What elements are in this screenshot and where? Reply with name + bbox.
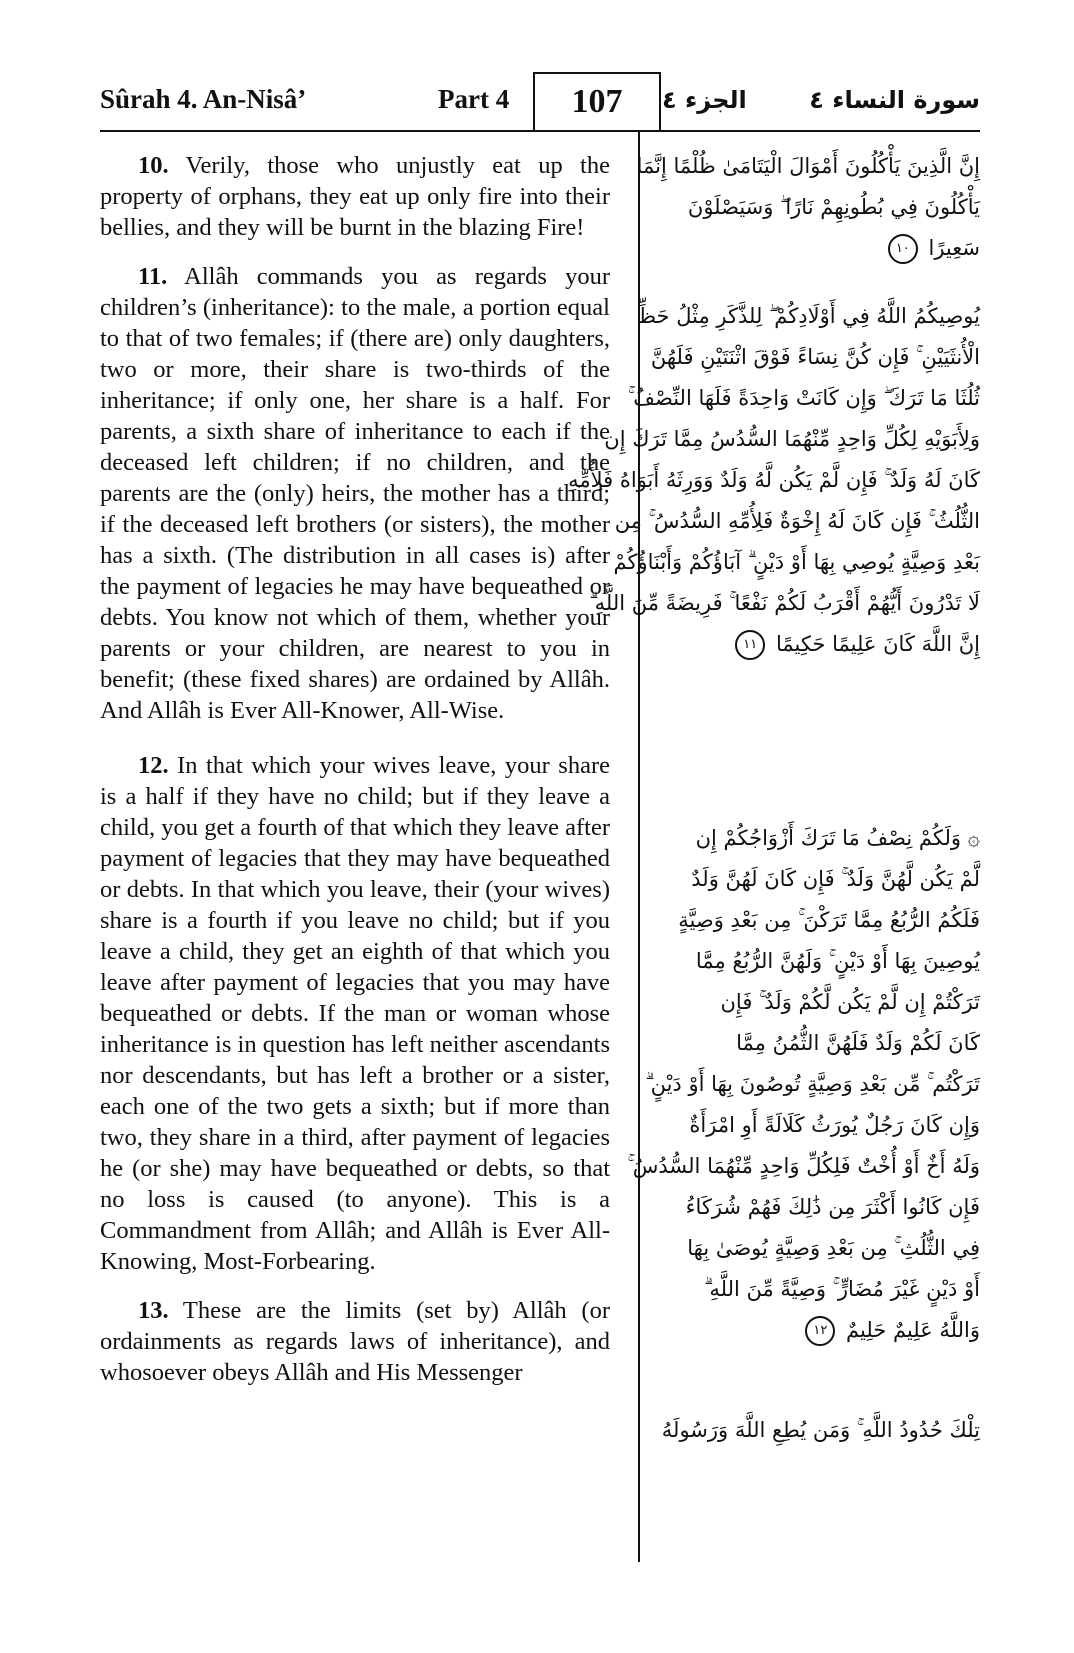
verse-12 [100,750,610,1277]
arabic-line-text: إِنَّ اللَّهَ كَانَ عَلِيمًا حَكِيمًا [775,632,980,656]
arabic-line [640,228,980,269]
arabic-verse-10 [636,146,980,269]
arabic-line: فَإِن كَانُوا أَكْثَرَ مِن ذَٰلِكَ فَهُمْ شُرَكَاءُ [685,1195,980,1219]
arabic-line: بَعْدِ وَصِيَّةٍ يُوصِي بِهَا أَوْ دَيْنٍ ۗ آبَاؤُكُمْ وَأَبْنَاؤُكُمْ [613,550,980,574]
arabic-line: فَلَكُمُ الرُّبُعُ مِمَّا تَرَكْنَ ۚ مِن بَعْدِ وَصِيَّةٍ [678,908,980,932]
verse-number: 12. [138,752,169,779]
arabic-line [640,624,980,665]
verse-13 [100,1295,610,1388]
verse-text: In that which your wives leave, your share is a half if they have no child; but if they leave a child, you get a fourth of that which they leave after payment of legacies that they may have bequeathed or debts. In that which you leave, their (your wives) share is a fourth if you leave no child; but if you leave a child, they get an eighth of that which you leave after payment of legacies that you may have bequeathed or debts. If the man or woman whose inheritance is in question has left neither ascendants nor descendants, but has left a brother or a sister, each one of the two gets a sixth; but if more than two, they share in a third, after payment of legacies he (or she) may have bequeathed or debts, so that no loss is caused (to anyone). This is a Commandment from Allâh; and Allâh is Ever All-Knowing, Most-Forbearing. [100,752,610,1275]
english-translation [100,150,610,1406]
verse-10 [100,150,610,243]
arabic-verse-11 [568,296,980,665]
arabic-line: لَا تَدْرُونَ أَيُّهُمْ أَقْرَبُ لَكُمْ نَفْعًا ۚ فَرِيضَةً مِّنَ اللَّهِ ۗ [589,591,980,615]
arabic-line: تَرَكْتُم ۚ مِّن بَعْدِ وَصِيَّةٍ تُوصُونَ بِهَا أَوْ دَيْنٍ ۗ [645,1072,980,1096]
verse-text: Allâh commands you as regards your children’s (inheritance): to the male, a portion equal to that of two females; if (there are) only daughters, two or more, their share is two-thirds of the inheritance; if only one, her share is a half. For parents, a sixth share of inheritance to each if the deceased left children; if no children, and the parents are the (only) heirs, the mother has a third; if the deceased left brothers (or sisters), the mother has a sixth. (The distribution in all cases is) after the payment of legacies he may have bequeathed or debts. You know not which of them, whether your parents or your children, are nearest to you in benefit; (these fixed shares) are ordained by Allâh. And Allâh is Ever All-Knower, All-Wise. [100,263,610,724]
arabic-line: يَأْكُلُونَ فِي بُطُونِهِمْ نَارًا ۖ وَسَيَصْلَوْنَ [687,195,980,219]
arabic-line [640,1310,980,1351]
arabic-verse-12 [627,818,980,1351]
ayah-end-marker: ١٠ [888,234,918,264]
verse-number: 13. [138,1297,169,1324]
arabic-verse-13 [640,1410,980,1451]
verse-number: 11. [138,263,168,290]
page-header [100,72,980,130]
ayah-end-marker: ١١ [735,630,765,660]
arabic-line: كَانَ لَكُمْ وَلَدٌ فَلَهُنَّ الثُّمُنُ مِمَّا [736,1031,980,1055]
verse-number: 10. [138,152,169,179]
arabic-line: الثُّلُثُ ۚ فَإِن كَانَ لَهُ إِخْوَةٌ فَلِأُمِّهِ السُّدُسُ ۚ مِن [614,509,980,533]
page-number: 107 [533,72,661,130]
arabic-line: كَانَ لَهُ وَلَدٌ ۚ فَإِن لَّمْ يَكُن لَّهُ وَلَدٌ وَوَرِثَهُ أَبَوَاهُ فَلِأُمِّهِ [568,468,980,492]
part-label: Part 4 [438,84,510,114]
arabic-surah-title: سورة النساء ٤ [809,86,980,114]
arabic-line: ثُلُثَا مَا تَرَكَ ۖ وَإِن كَانَتْ وَاحِدَةً فَلَهَا النِّصْفُ ۚ [628,386,980,410]
arabic-line: إِنَّ الَّذِينَ يَأْكُلُونَ أَمْوَالَ الْيَتَامَىٰ ظُلْمًا إِنَّمَا [636,154,980,178]
arabic-line: أَوْ دَيْنٍ غَيْرَ مُضَارٍّ ۚ وَصِيَّةً مِّنَ اللَّهِ ۗ [704,1277,980,1301]
arabic-line-text: سَعِيرًا [928,236,980,260]
arabic-line-text: وَاللَّهُ عَلِيمٌ حَلِيمٌ [846,1318,980,1342]
surah-title: Sûrah 4. An-Nisâ’ [100,84,307,114]
arabic-line: تِلْكَ حُدُودُ اللَّهِ ۚ وَمَن يُطِعِ اللَّهَ وَرَسُولَهُ [661,1418,980,1442]
arabic-line: لَّمْ يَكُن لَّهُنَّ وَلَدٌ ۚ فَإِن كَانَ لَهُنَّ وَلَدٌ [691,867,980,891]
header-rule [100,130,980,132]
arabic-line: وَإِن كَانَ رَجُلٌ يُورَثُ كَلَالَةً أَوِ امْرَأَةٌ [689,1113,980,1137]
verse-text: These are the limits (set by) Allâh (or ordainments as regards laws of inheritance), and whosoever obeys Allâh and His Messenger [100,1297,610,1386]
arabic-line: يُوصِينَ بِهَا أَوْ دَيْنٍ ۚ وَلَهُنَّ الرُّبُعُ مِمَّا [695,949,980,973]
arabic-line: الْأُنثَيَيْنِ ۚ فَإِن كُنَّ نِسَاءً فَوْقَ اثْنَتَيْنِ فَلَهُنَّ [650,345,980,369]
verse-11 [100,261,610,726]
arabic-line: ۞ وَلَكُمْ نِصْفُ مَا تَرَكَ أَزْوَاجُكُمْ إِن [695,826,980,850]
arabic-line: فِي الثُّلُثِ ۚ مِن بَعْدِ وَصِيَّةٍ يُوصَىٰ بِهَا [687,1236,980,1260]
verse-text: Verily, those who unjustly eat up the property of orphans, they eat up only fire into their bellies, and they will be burnt in the blazing Fire! [100,152,610,241]
arabic-line: يُوصِيكُمُ اللَّهُ فِي أَوْلَادِكُمْ ۖ لِلذَّكَرِ مِثْلُ حَظِّ [636,304,980,328]
arabic-line: وَلِأَبَوَيْهِ لِكُلِّ وَاحِدٍ مِّنْهُمَا السُّدُسُ مِمَّا تَرَكَ إِن [604,427,980,451]
arabic-line: تَرَكْتُمْ إِن لَّمْ يَكُن لَّكُمْ وَلَدٌ ۚ فَإِن [720,990,980,1014]
arabic-line: وَلَهُ أَخٌ أَوْ أُخْتٌ فَلِكُلِّ وَاحِدٍ مِّنْهُمَا السُّدُسُ ۚ [627,1154,980,1178]
arabic-part-label: الجزء ٤ [662,86,747,114]
ayah-end-marker: ١٢ [805,1316,835,1346]
